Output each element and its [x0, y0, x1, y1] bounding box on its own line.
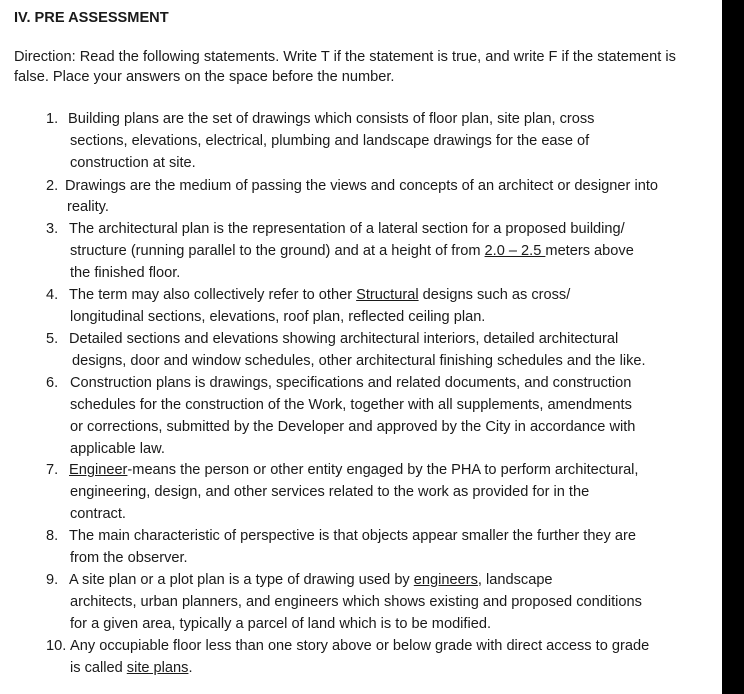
text-run: is called — [70, 660, 127, 676]
item-number: 2. — [46, 178, 59, 194]
item-text-line: longitudinal sections, elevations, roof plan, reflected ceiling plan. — [70, 309, 486, 325]
item-text-line: the finished floor. — [70, 265, 181, 281]
text-run: A site plan or a plot plan is a type of drawing used by — [69, 572, 414, 588]
item-text-line — [69, 284, 570, 306]
item-text-line — [70, 657, 193, 679]
underlined-blank: Engineer — [69, 462, 128, 478]
item-text-line: sections, elevations, electrical, plumbing and landscape drawings for the ease of — [70, 133, 590, 149]
text-run: designs such as cross/ — [418, 287, 571, 303]
section-heading: IV. PRE ASSESSMENT — [14, 10, 169, 26]
item-text-line: engineering, design, and other services related to the work as provided for in the — [70, 484, 590, 500]
item-text-line: The architectural plan is the representation of a lateral section for a proposed building/ — [69, 221, 625, 237]
item-text-line — [70, 240, 634, 262]
item-text-line: architects, urban planners, and engineers which shows existing and proposed conditions — [70, 594, 642, 610]
underlined-blank: engineers — [413, 572, 478, 588]
item-text-line: or corrections, submitted by the Developer and approved by the City in accordance with — [70, 419, 636, 435]
item-text-line — [69, 459, 638, 481]
document-page — [14, 0, 726, 694]
item-number: 6. — [46, 375, 59, 391]
item-text-line: Construction plans is drawings, specifications and related documents, and construction — [70, 375, 632, 391]
underlined-blank: site plans — [126, 660, 189, 676]
underlined-blank: Structural — [356, 287, 419, 303]
item-text-line: contract. — [70, 506, 126, 522]
item-number: 3. — [46, 221, 59, 237]
direction-paragraph — [14, 47, 726, 87]
item-text-line: Detailed sections and elevations showing architectural interiors, detailed architectural — [69, 331, 619, 347]
underlined-blank: 2.0 – 2.5 — [484, 243, 546, 259]
item-number: 9. — [46, 572, 59, 588]
item-text-line: Building plans are the set of drawings which consists of floor plan, site plan, cross — [68, 111, 595, 127]
item-number: 1. — [46, 111, 59, 127]
item-text-line: for a given area, typically a parcel of land which is to be modified. — [70, 616, 492, 632]
direction-line: false. Place your answers on the space before the number. — [14, 69, 395, 85]
text-run: structure (running parallel to the ground) and at a height of from — [70, 243, 485, 259]
item-text-line: schedules for the construction of the Work, together with all supplements, amendments — [70, 397, 632, 413]
item-text-line: applicable law. — [70, 441, 165, 457]
item-text-line: designs, door and window schedules, other architectural finishing schedules and the like. — [72, 353, 646, 369]
item-text-line: The main characteristic of perspective is that objects appear smaller the further they are — [69, 528, 636, 544]
item-text-line: Drawings are the medium of passing the views and concepts of an architect or designer into — [65, 178, 658, 194]
item-text-line: Any occupiable floor less than one story above or below grade with direct access to grade — [70, 638, 650, 654]
item-number: 7. — [46, 462, 59, 478]
item-text-line: construction at site. — [70, 155, 196, 171]
item-number: 10. — [46, 638, 67, 654]
item-number: 5. — [46, 331, 59, 347]
item-number: 8. — [46, 528, 59, 544]
direction-line: Direction: Read the following statements. Write T if the statement is true, and write F if the statement is — [14, 49, 676, 65]
item-text-line — [69, 569, 553, 591]
item-number: 4. — [46, 287, 59, 303]
text-run: The term may also collectively refer to other — [69, 287, 357, 303]
item-text-line: from the observer. — [70, 550, 188, 566]
text-run: meters above — [545, 243, 634, 259]
text-run: , landscape — [477, 572, 553, 588]
item-text-line: reality. — [67, 199, 109, 215]
text-run: . — [188, 660, 193, 676]
text-run: -means the person or other entity engaged by the PHA to perform architectural, — [127, 462, 639, 478]
